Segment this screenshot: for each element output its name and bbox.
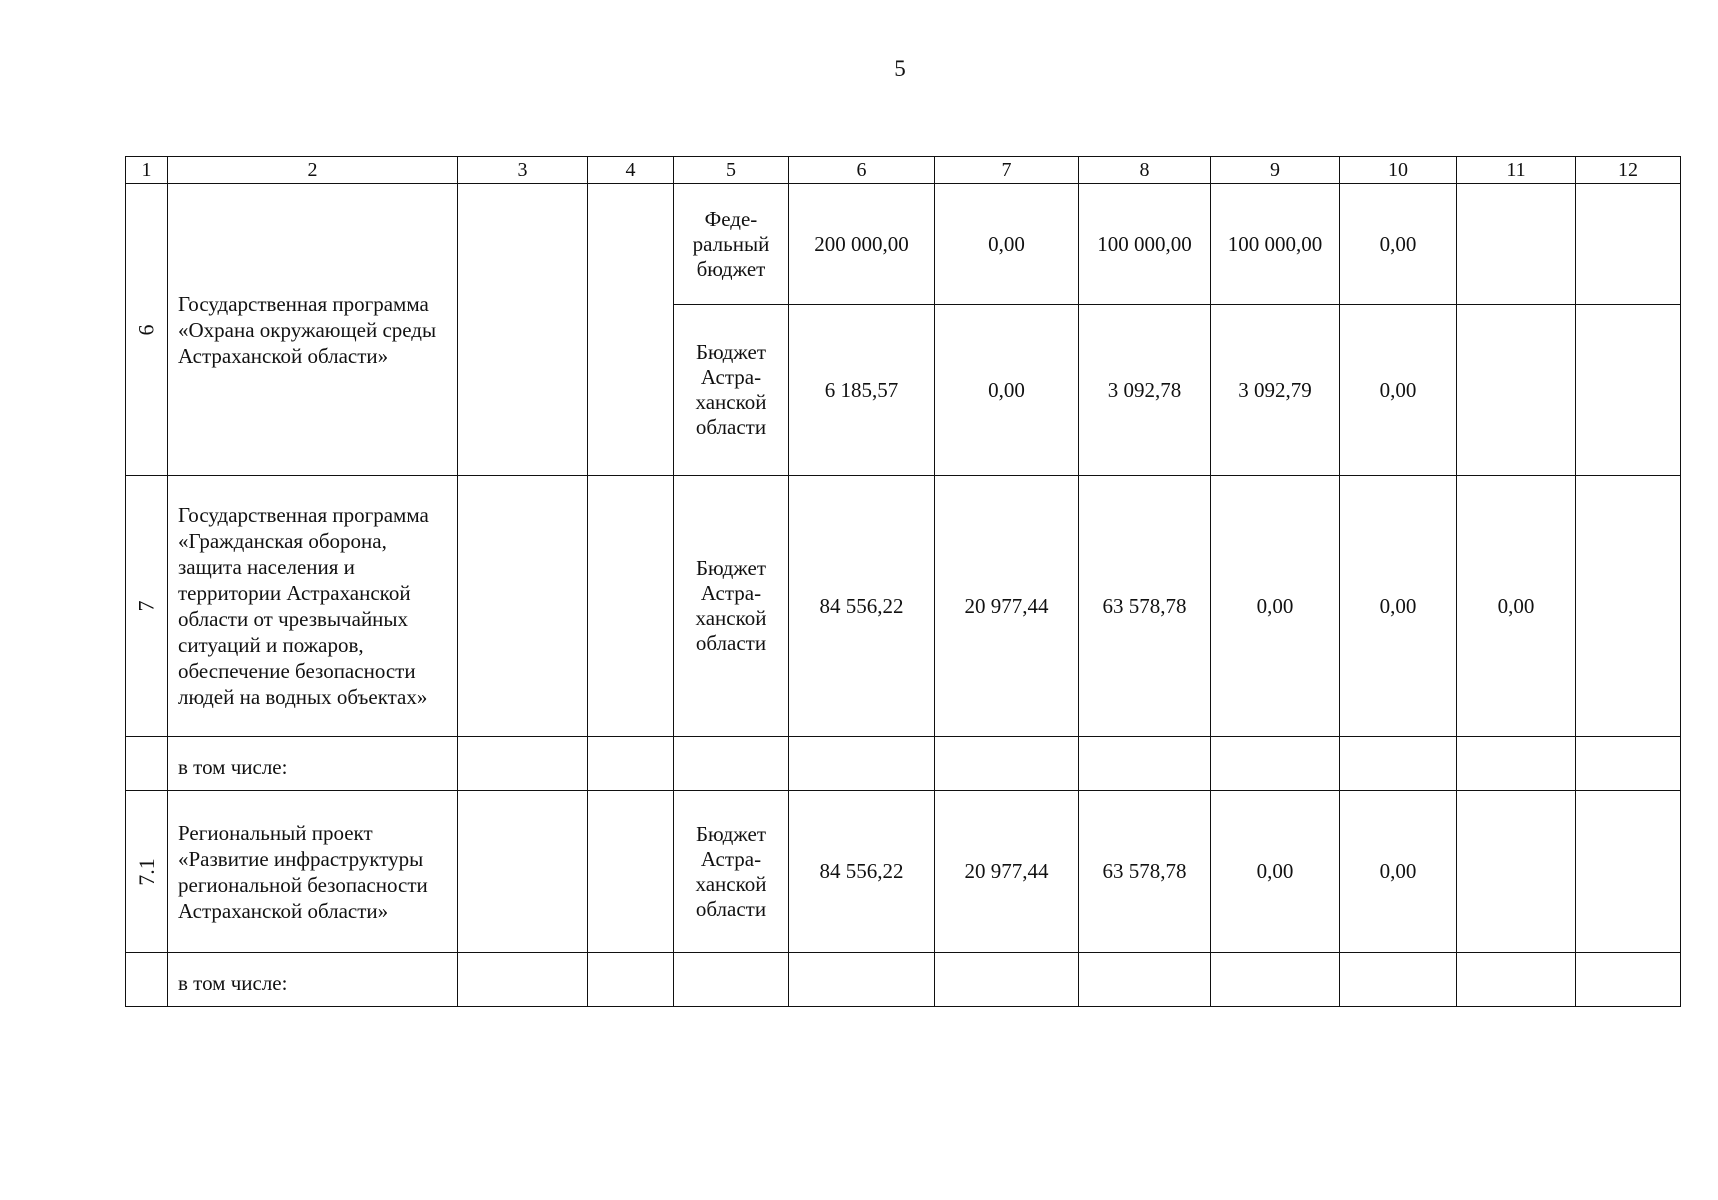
empty-cell (1576, 953, 1681, 1007)
value-cell (1457, 184, 1576, 305)
including-label: в том числе: (168, 737, 458, 791)
table-row-7-1 (126, 791, 1681, 953)
funding-source-cell (674, 791, 789, 953)
row-number-cell (126, 476, 168, 737)
funding-source-line: Астра- (700, 581, 762, 605)
empty-cell (588, 737, 674, 791)
funding-source-line: Астра- (700, 365, 762, 389)
column-header: 1 (126, 157, 168, 184)
value-cell: 20 977,44 (935, 791, 1079, 953)
value-cell: 200 000,00 (789, 184, 935, 305)
value-cell (1457, 791, 1576, 953)
funding-source-line: Бюджет (695, 556, 767, 580)
funding-source-cell (674, 184, 789, 305)
empty-cell (1079, 737, 1211, 791)
column-header: 3 (458, 157, 588, 184)
value-cell (1576, 184, 1681, 305)
row-number: 7.1 (133, 857, 159, 886)
column-header: 9 (1211, 157, 1340, 184)
empty-cell (1211, 737, 1340, 791)
row-number-cell (126, 184, 168, 476)
value-cell: 0,00 (1211, 476, 1340, 737)
empty-cell (935, 737, 1079, 791)
table-row-7 (126, 476, 1681, 737)
funding-source-line: области (695, 631, 767, 655)
column-header: 12 (1576, 157, 1681, 184)
row-number-cell (126, 791, 168, 953)
column-header: 5 (674, 157, 789, 184)
program-name-cell: Государственная программа «Гражданская оборона, защита населения и территории Астраханской области от чрезвычайных ситуаций и пожаров, обеспечение безопасности людей на водных объектах» (168, 476, 458, 737)
project-name-cell: Региональный проект «Развитие инфраструктуры региональной безопасности Астраханской области» (168, 791, 458, 953)
funding-source-line: бюджет (696, 256, 766, 281)
empty-cell (588, 476, 674, 737)
column-header: 2 (168, 157, 458, 184)
funding-source-line: области (695, 415, 767, 439)
value-cell: 100 000,00 (1211, 184, 1340, 305)
value-cell: 84 556,22 (789, 476, 935, 737)
empty-cell (1576, 737, 1681, 791)
row-number: 7 (133, 600, 159, 612)
funding-source-line: Бюджет (695, 340, 767, 364)
value-cell: 0,00 (1211, 791, 1340, 953)
empty-cell (1457, 953, 1576, 1007)
empty-cell (458, 737, 588, 791)
value-cell (1576, 476, 1681, 737)
table-row-6-federal (126, 184, 1681, 305)
value-cell: 6 185,57 (789, 305, 935, 476)
empty-cell (1340, 953, 1457, 1007)
value-cell: 3 092,79 (1211, 305, 1340, 476)
empty-cell (935, 953, 1079, 1007)
funding-source-line: ханской (695, 390, 767, 414)
funding-source-line: Феде- (704, 206, 758, 231)
value-cell: 63 578,78 (1079, 791, 1211, 953)
table-row-including (126, 953, 1681, 1007)
empty-cell (1211, 953, 1340, 1007)
value-cell: 0,00 (1340, 791, 1457, 953)
empty-cell (126, 953, 168, 1007)
column-header: 11 (1457, 157, 1576, 184)
value-cell: 0,00 (935, 305, 1079, 476)
empty-cell (458, 791, 588, 953)
value-cell: 3 092,78 (1079, 305, 1211, 476)
empty-cell (588, 953, 674, 1007)
page-number: 5 (894, 56, 906, 81)
including-label: в том числе: (168, 953, 458, 1007)
column-header: 7 (935, 157, 1079, 184)
empty-cell (588, 184, 674, 476)
empty-cell (1079, 953, 1211, 1007)
funding-source-cell (674, 305, 789, 476)
value-cell: 0,00 (935, 184, 1079, 305)
program-name-cell: Государственная программа «Охрана окружающей среды Астраханской области» (168, 184, 458, 476)
empty-cell (674, 953, 789, 1007)
value-cell (1576, 791, 1681, 953)
value-cell (1457, 305, 1576, 476)
value-cell (1576, 305, 1681, 476)
empty-cell (126, 737, 168, 791)
empty-cell (789, 737, 935, 791)
empty-cell (674, 737, 789, 791)
funding-source-line: ханской (695, 606, 767, 630)
value-cell: 0,00 (1340, 476, 1457, 737)
empty-cell (458, 184, 588, 476)
column-header: 10 (1340, 157, 1457, 184)
empty-cell (1457, 737, 1576, 791)
column-header: 4 (588, 157, 674, 184)
empty-cell (458, 953, 588, 1007)
value-cell: 63 578,78 (1079, 476, 1211, 737)
empty-cell (789, 953, 935, 1007)
value-cell: 0,00 (1457, 476, 1576, 737)
value-cell: 84 556,22 (789, 791, 935, 953)
funding-source-line: Бюджет (695, 821, 767, 846)
value-cell: 100 000,00 (1079, 184, 1211, 305)
empty-cell (458, 476, 588, 737)
row-number: 6 (133, 324, 159, 335)
funding-source-cell (674, 476, 789, 737)
value-cell: 0,00 (1340, 184, 1457, 305)
funding-source-line: ральный (692, 231, 770, 256)
table-row-including (126, 737, 1681, 791)
value-cell: 0,00 (1340, 305, 1457, 476)
column-number-header-row (126, 157, 1681, 184)
funding-source-line: ханской (695, 871, 767, 896)
column-header: 6 (789, 157, 935, 184)
funding-source-line: Астра- (700, 846, 762, 871)
funding-source-line: области (695, 896, 767, 921)
budget-table (125, 156, 1681, 1007)
empty-cell (588, 791, 674, 953)
value-cell: 20 977,44 (935, 476, 1079, 737)
empty-cell (1340, 737, 1457, 791)
column-header: 8 (1079, 157, 1211, 184)
